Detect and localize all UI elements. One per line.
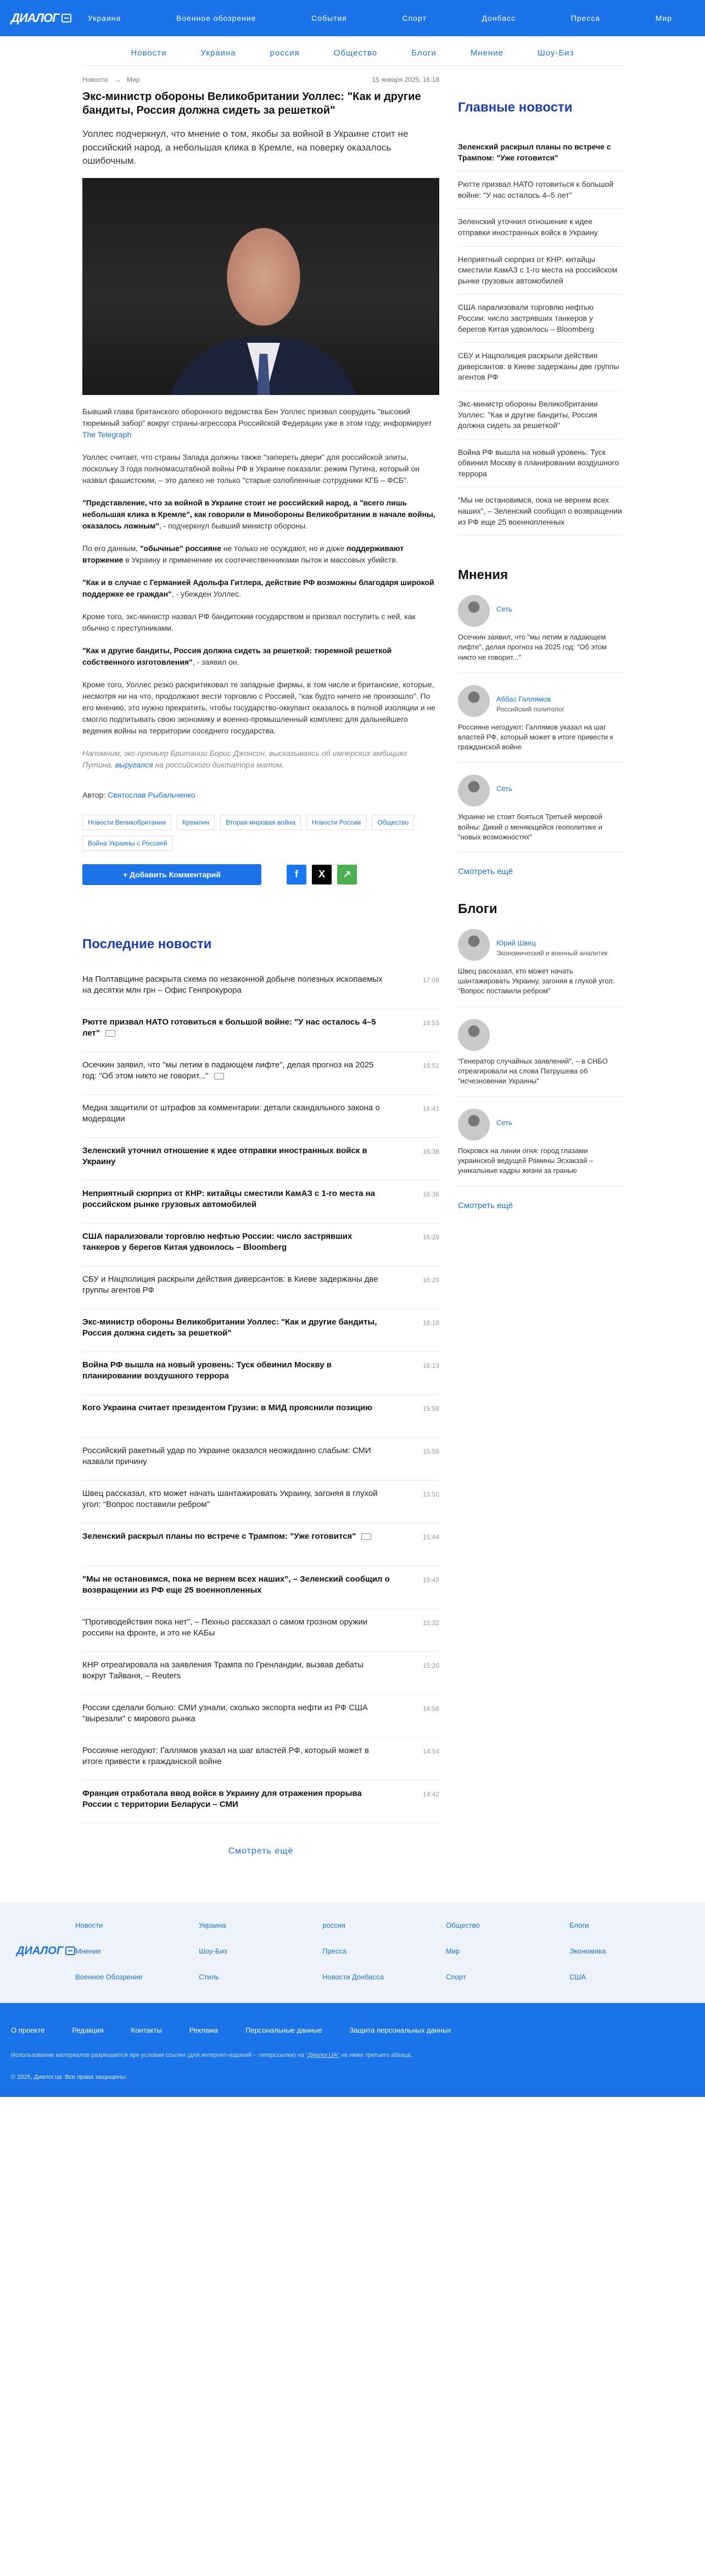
- latest-news-time: 15:56: [422, 1447, 439, 1455]
- nav-item-donbass[interactable]: Донбасс: [482, 14, 516, 23]
- article-paragraph: Кроме того, Уоллес резко раскритиковал те западные фирмы, в том числе и британские, которые, несмотря ни на что, продолжают вести торговлю с Россией, "как будто ничего не произошло". По его мнению, это нужно прекратить, чтобы государство-оккупант оказалось в полной изоляции и не смогло подпитывать свою экономику и военно-промышленный комплекс для дальнейшего ведения войны на территории соседнего государства.: [82, 680, 436, 735]
- add-comment-button[interactable]: + Добавить Комментарий: [82, 864, 261, 885]
- latest-news-title[interactable]: [82, 1274, 390, 1297]
- main-news-list: [458, 134, 623, 536]
- latest-news-title[interactable]: [82, 1445, 390, 1468]
- share-icon[interactable]: ↗: [337, 865, 357, 884]
- latest-news-title[interactable]: [82, 1103, 390, 1125]
- footer-link[interactable]: Мир: [446, 1946, 460, 1955]
- latest-news-title-text: Осечкин заявил, что "мы летим в падающем лифте", делая прогноз на 2025 год: "Об этом никто не говорит...": [82, 1060, 374, 1081]
- divider: [458, 1006, 623, 1007]
- latest-news-title[interactable]: [82, 1703, 390, 1725]
- article-title: Экс-министр обороны Великобритании Уоллес: "Как и другие бандиты, Россия должна сидеть за решеткой": [82, 91, 421, 116]
- latest-more-link[interactable]: Смотреть ещё: [228, 1846, 294, 1856]
- blog-text[interactable]: "Генератор случайных заявлений", – в СНБО отреагировали на слова Патрушева об "исчезновении Украины": [458, 1056, 608, 1085]
- tag-item[interactable]: Новости России: [306, 815, 366, 830]
- latest-news-title-text: На Полтавщине раскрыта схема по незаконной добыче полезных ископаемых на десятки млн грн – Офис Генпрокурора: [82, 974, 383, 995]
- subnav-item-showbiz[interactable]: Шоу-Биз: [538, 48, 574, 58]
- latest-news-time: 14:58: [422, 1704, 439, 1712]
- site-logo[interactable]: [11, 11, 88, 25]
- latest-news-time: 16:38: [422, 1147, 439, 1155]
- sub-nav: [82, 36, 623, 66]
- tag-item[interactable]: Общество: [372, 815, 414, 830]
- main-nav: [88, 14, 694, 23]
- main-news-item[interactable]: Зеленский раскрыл планы по встрече с Трампом: "Уже готовится": [458, 134, 623, 171]
- article-note: [82, 748, 439, 771]
- latest-news-title-text: КНР отреагировала на заявления Трампа по Гренландии, вызвав дебаты вокруг Тайваня, – Reuters: [82, 1660, 364, 1681]
- latest-news-item[interactable]: [82, 1138, 439, 1181]
- footer-link[interactable]: Спорт: [446, 1972, 466, 1981]
- sidebar: [458, 66, 623, 1856]
- latest-news-list: [82, 966, 439, 1823]
- blogs-list: [458, 929, 623, 1187]
- latest-news-item[interactable]: [82, 1095, 439, 1138]
- opinion-item: [458, 595, 623, 673]
- subnav-item-ukraine[interactable]: Украина: [200, 48, 236, 58]
- note-text: не ниже третьего абзаца.: [339, 2051, 412, 2058]
- note-link[interactable]: выругался: [115, 760, 153, 769]
- divider: [458, 672, 623, 673]
- latest-news-title-text: Зеленский уточнил отношение к идее отправки иностранных войск в Украину: [82, 1145, 367, 1167]
- opinion-meta: [496, 775, 512, 793]
- footer-link[interactable]: Новости: [75, 1921, 103, 1929]
- latest-news-title-text: Зеленский раскрыл планы по встрече с Трампом: "Уже готовится": [82, 1531, 356, 1541]
- avatar: [458, 595, 490, 627]
- opinions-more-link[interactable]: Смотреть ещё: [458, 866, 513, 876]
- breadcrumb-news[interactable]: Новости: [82, 76, 108, 84]
- footer-bottom-links: [11, 2026, 694, 2034]
- blogs-more-link[interactable]: Смотреть ещё: [458, 1200, 513, 1210]
- footer-links: [75, 1921, 693, 1981]
- latest-news-item[interactable]: [82, 1352, 439, 1395]
- paragraph-text: , - убежден Уоллес.: [171, 589, 242, 598]
- main-news-item[interactable]: Война РФ вышла на новый уровень: Туск обвинил Москву в планировании воздушного террора: [458, 439, 623, 488]
- author-label: Автор:: [82, 790, 108, 799]
- logo-text: ДИАЛОГ: [11, 11, 59, 25]
- latest-news-title[interactable]: [82, 1317, 390, 1339]
- paragraph-text: Бывший глава британского оборонного ведомства Бен Уоллес призвал соорудить "высокий тюремный забор" вокруг страны-агрессора Российской Федерации уже в этом году, информирует: [82, 407, 432, 427]
- x-twitter-icon[interactable]: X: [312, 865, 332, 884]
- latest-news-item[interactable]: [82, 1523, 439, 1566]
- footer-logo[interactable]: [16, 1921, 75, 1981]
- avatar: [458, 929, 490, 961]
- nav-item-press[interactable]: Пресса: [570, 14, 601, 23]
- latest-news-item[interactable]: [82, 1481, 439, 1523]
- paragraph-text: в Украину и применение их соотечественниками пыток и массовых убийств.: [123, 555, 398, 564]
- quote-bold: "Как и в случае с Германией Адольфа Гитлера, действие РФ возможны благодаря широкой поддержке ее граждан": [82, 577, 434, 598]
- footer-copyright-note: [11, 2052, 694, 2058]
- latest-news-heading: Последние новости: [82, 936, 212, 952]
- note-text: на российского диктатора матом.: [153, 760, 284, 769]
- footer-logo-text: ДИАЛОГ: [16, 1944, 64, 1957]
- main-news-item[interactable]: СБУ и Нацполиция раскрыли действия диверсантов: в Киеве задержаны две группы агентов РФ: [458, 343, 623, 391]
- footer-bottom-link[interactable]: Контакты: [131, 2026, 162, 2034]
- avatar: [458, 685, 490, 717]
- article-paragraph: Кроме того, экс-министр назвал РФ бандитским государством и призвал поступить с ней, как обычно с преступниками.: [82, 611, 416, 632]
- latest-news-title[interactable]: [82, 1531, 390, 1542]
- share-buttons: [287, 865, 357, 884]
- tag-list: [82, 815, 439, 851]
- avatar: [458, 775, 490, 806]
- latest-news-time: 14:54: [422, 1747, 439, 1755]
- latest-news-title[interactable]: [82, 1617, 390, 1639]
- avatar: [458, 1109, 490, 1140]
- opinions-heading: Мнения: [458, 568, 508, 583]
- footer: [0, 1902, 705, 2097]
- latest-news-title[interactable]: [82, 1745, 390, 1768]
- main-news-heading: Главные новости: [458, 100, 573, 115]
- latest-news-item[interactable]: [82, 1438, 439, 1481]
- latest-news-time: 15:42: [422, 1576, 439, 1584]
- article-body: [82, 406, 439, 771]
- nav-item-world[interactable]: Мир: [655, 14, 672, 23]
- footer-site-link[interactable]: "Диалог.UA": [306, 2051, 340, 2058]
- subnav-item-society[interactable]: Общество: [333, 48, 378, 58]
- blog-meta: [496, 1109, 512, 1127]
- latest-news-time: 15:50: [422, 1490, 439, 1498]
- emphasis-bold: поддерживают вторжение: [82, 543, 404, 564]
- tag-item[interactable]: Война Украины с Россией: [82, 836, 173, 851]
- footer-link[interactable]: Военное Обозрение: [75, 1972, 143, 1981]
- latest-news-time: 15:32: [422, 1618, 439, 1627]
- latest-news-item[interactable]: [82, 1609, 439, 1652]
- blog-item: [458, 1109, 623, 1187]
- opinion-item: [458, 685, 623, 763]
- latest-news-item[interactable]: [82, 1009, 439, 1052]
- note-text: Использование материалов разрешается при условии ссылки (для интернет-изданий – гиперссылки) на: [11, 2051, 306, 2058]
- latest-news-item[interactable]: [82, 966, 439, 1009]
- latest-news-title[interactable]: [82, 1017, 390, 1039]
- main-news-item[interactable]: Рютте призвал НАТО готовиться к большой войне: "У нас осталось 4–5 лет": [458, 171, 623, 209]
- nav-item-events[interactable]: События: [311, 14, 347, 23]
- article-meta: [82, 76, 439, 84]
- breadcrumb-arrow-icon: →: [114, 76, 121, 84]
- latest-news-title[interactable]: [82, 1488, 390, 1511]
- comment-icon: [214, 1073, 224, 1080]
- latest-news-item[interactable]: [82, 1566, 439, 1609]
- article-lead: Уоллес подчеркнул, что мнение о том, якобы за войной в Украине стоит не российский народ, а небольшая клика в Кремле, на поверку оказалось ошибочным.: [82, 129, 409, 166]
- footer-bottom-link[interactable]: Реклама: [189, 2026, 218, 2034]
- opinion-role: Российский политолог: [496, 705, 565, 713]
- blog-item: [458, 929, 623, 1007]
- article-paragraph: Уоллес считает, что страны Запада должны также "запереть двери" для российской элиты, поскольку 3 года полномасштабной войны РФ в Украине показали: режим Путина, который он назвал фашистским, – это далеко не только "старые озлобленные сотрудники КГБ – ФСБ".: [82, 452, 420, 485]
- latest-news-time: 17:08: [422, 976, 439, 984]
- latest-news-item[interactable]: [82, 1309, 439, 1352]
- latest-news-title-text: Швец рассказал, кто может начать шантажировать Украину, загоняя в глухой угол: "Вопрос поставили ребром": [82, 1488, 378, 1510]
- opinion-text[interactable]: Россияне негодуют: Галлямов указал на шаг властей РФ, который может в итоге привести к гражданской войне: [458, 722, 613, 752]
- emphasis-bold: "обычные" россияне: [139, 543, 222, 553]
- breadcrumb: [82, 76, 144, 84]
- latest-news-title-text: Война РФ вышла на новый уровень: Туск обвинил Москву в планировании воздушного террора: [82, 1360, 332, 1381]
- quote-bold: "Представление, что за войной в Украине стоит не российский народ, а "всего лишь небольшая клика в Кремле", как говорили в Минобороны Великобритании в начале войны, оказалось ложным": [82, 498, 435, 530]
- main-column: [82, 66, 439, 1856]
- latest-news-title[interactable]: [82, 1403, 390, 1414]
- latest-news-item[interactable]: [82, 1223, 439, 1266]
- page-content: [0, 66, 705, 1856]
- opinion-author[interactable]: Сеть: [496, 605, 512, 614]
- latest-news-title-text: США парализовали торговлю нефтью России: число застрявших танкеров у берегов Китая удвоилось – Bloomberg: [82, 1231, 352, 1253]
- latest-news-item[interactable]: [82, 1781, 439, 1823]
- breadcrumb-world[interactable]: Мир: [127, 76, 140, 84]
- latest-news-title[interactable]: [82, 1360, 390, 1382]
- latest-news-time: 16:51: [422, 1061, 439, 1070]
- latest-news-title-text: "Противодействия пока нет", – Пехньо рассказал о самом грозном оружии россиян на фронте, и это не КАБы: [82, 1617, 368, 1638]
- avatar: [458, 1019, 490, 1051]
- latest-news-item[interactable]: [82, 1652, 439, 1695]
- opinion-text[interactable]: Осечкин заявил, что "мы летим в падающем лифте", делая прогноз на 2025 год: "Об этом никто не говорит...": [458, 633, 607, 661]
- blog-author[interactable]: Юрий Швец: [496, 938, 536, 947]
- top-bar: [0, 0, 705, 36]
- latest-news-title-text: Экс-министр обороны Великобритании Уоллес: "Как и другие бандиты, Россия должна сидеть за решеткой": [82, 1317, 377, 1338]
- blog-role: Экономический и военный аналитик: [496, 949, 608, 957]
- footer-link[interactable]: Шоу-Биз: [199, 1946, 227, 1955]
- footer-link[interactable]: россия: [322, 1921, 345, 1929]
- tag-item[interactable]: Кремлин: [177, 815, 215, 830]
- latest-news-time: 15:44: [422, 1533, 439, 1541]
- latest-news-item[interactable]: [82, 1181, 439, 1223]
- paragraph-text: По его данным,: [82, 543, 140, 553]
- subnav-item-news[interactable]: Новости: [131, 48, 167, 58]
- opinion-header: [458, 685, 623, 717]
- article-paragraph: [82, 497, 439, 532]
- latest-news-title-text: России сделали больно: СМИ узнали, сколько экспорта нефти из РФ США "вырезали" с мирового рынка: [82, 1703, 368, 1724]
- nav-item-ukraine[interactable]: Украина: [88, 14, 121, 23]
- latest-news-title[interactable]: [82, 1145, 390, 1168]
- footer-link[interactable]: Экономика: [569, 1946, 606, 1955]
- latest-news-title[interactable]: [82, 1574, 390, 1596]
- logo-icon: [61, 14, 71, 23]
- latest-news-title[interactable]: [82, 1788, 390, 1811]
- opinion-meta: [496, 595, 512, 613]
- blog-text[interactable]: Покровск на линии огня: город глазами украинской ведущей Рамины Эсхакзай – уникальные кадры жизни за гранью: [458, 1147, 594, 1175]
- latest-news-item[interactable]: [82, 1695, 439, 1738]
- nav-item-military[interactable]: Военное обозрение: [176, 14, 256, 23]
- article-photo: [82, 178, 439, 395]
- blog-text[interactable]: Швец рассказал, кто может начать шантажировать Украину, загоняя в глухой угол: "Вопрос поставили ребром": [458, 966, 615, 995]
- latest-news-time: 16:36: [422, 1190, 439, 1198]
- paragraph-text: , - подчеркнул бывший министр обороны.: [159, 521, 308, 530]
- subnav-item-blogs[interactable]: Блоги: [411, 48, 437, 58]
- latest-news-title-text: "Мы не остановимся, пока не вернем всех наших", – Зеленский сообщил о возвращении из РФ еще 25 военнопленных: [82, 1574, 390, 1595]
- quote-bold: "Как и другие бандиты, Россия должна сидеть за решеткой: тюремной решеткой собственного изготовления": [82, 646, 392, 666]
- footer-link[interactable]: Мнение: [75, 1946, 102, 1955]
- latest-news-time: 16:41: [422, 1104, 439, 1112]
- article-paragraph: [82, 577, 439, 600]
- article-date: 15 января 2025, 16:18: [372, 76, 439, 84]
- footer-link[interactable]: Стиль: [199, 1972, 220, 1981]
- opinion-meta: [496, 685, 564, 714]
- latest-news-title-text: Медиа защитили от штрафов за комментарии: детали скандального закона о модерации: [82, 1103, 380, 1124]
- latest-news-title-text: Франция отработала ввод войск в Украину для отражения прорыва России с территории Беларуси – СМИ: [82, 1788, 362, 1810]
- facebook-icon[interactable]: f: [287, 865, 306, 884]
- latest-news-time: 15:58: [422, 1404, 439, 1412]
- latest-news-title[interactable]: [82, 1188, 390, 1211]
- footer-copyright: © 2025, Диалог.ua. Все права защищены.: [11, 2073, 127, 2080]
- article-paragraph: [82, 645, 439, 668]
- footer-link[interactable]: США: [569, 1972, 586, 1981]
- footer-logo-icon: [65, 1946, 75, 1955]
- blog-author[interactable]: Сеть: [496, 1119, 512, 1127]
- paragraph-text: не только не осуждают, но и даже: [221, 543, 347, 553]
- latest-news-title-text: Неприятный сюрприз от КНР: китайцы сместили КамАЗ с 1-го места на российском рынке грузовых автомобилей: [82, 1188, 376, 1210]
- latest-news-title-text: СБУ и Нацполиция раскрыли действия диверсантов: в Киеве задержаны две группы агентов РФ: [82, 1274, 378, 1295]
- blog-header: [458, 1109, 623, 1140]
- blog-item: [458, 1019, 623, 1097]
- latest-news-time: 16:20: [422, 1276, 439, 1284]
- comment-icon: [361, 1533, 371, 1540]
- nav-item-sport[interactable]: Спорт: [402, 14, 427, 23]
- article-paragraph: [82, 406, 439, 441]
- blog-header: [458, 929, 623, 961]
- opinions-list: [458, 595, 623, 853]
- footer-link[interactable]: Общество: [446, 1921, 480, 1929]
- divider: [458, 1186, 623, 1187]
- latest-news-time: 16:13: [422, 1361, 439, 1370]
- main-news-item[interactable]: США парализовали торговлю нефтью России: число застрявших танкеров у берегов Китая удвоилось – Bloomberg: [458, 294, 623, 343]
- opinion-item: [458, 775, 623, 853]
- latest-news-time: 16:18: [422, 1318, 439, 1327]
- latest-news-title-text: Россияне негодуют: Галлямов указал на шаг властей РФ, который может в итоге привести к гражданской войне: [82, 1745, 369, 1767]
- divider: [458, 762, 623, 763]
- main-news-item[interactable]: Зеленский уточнил отношение к идее отправки иностранных войск в Украину: [458, 209, 623, 246]
- tag-item[interactable]: Новости Великобритании: [82, 815, 171, 830]
- opinion-author[interactable]: Сеть: [496, 785, 512, 793]
- source-link[interactable]: The Telegraph: [82, 430, 132, 439]
- latest-news-title[interactable]: [82, 1060, 390, 1082]
- latest-news-title[interactable]: [82, 1231, 390, 1254]
- article-paragraph: [82, 543, 439, 566]
- article-actions: [82, 864, 439, 885]
- divider: [458, 852, 623, 853]
- opinion-author[interactable]: Аббас Галлямов: [496, 694, 551, 703]
- main-news-item[interactable]: "Мы не остановимся, пока не вернем всех наших", – Зеленский сообщил о возвращении из РФ еще 25 военнопленных: [458, 487, 623, 536]
- main-news-item[interactable]: Экс-министр обороны Великобритании Уоллес: "Как и другие бандиты, Россия должна сидеть за решеткой": [458, 391, 623, 439]
- footer-bottom: [0, 2003, 705, 2097]
- footer-bottom-link[interactable]: Защита персональных данных: [349, 2026, 451, 2034]
- divider: [458, 1096, 623, 1097]
- latest-news-time: 15:20: [422, 1661, 439, 1670]
- blogs-heading: Блоги: [458, 901, 497, 916]
- author-link[interactable]: Святослав Рыбальченко: [108, 790, 195, 799]
- footer-bottom-link[interactable]: О проекте: [11, 2026, 45, 2034]
- note-text: Напомним, экс-премьер Британии Борис Джонсон, высказываясь об имперских амбициях Путина,: [82, 748, 407, 769]
- subnav-item-russia[interactable]: россия: [270, 48, 300, 58]
- opinion-header: [458, 595, 623, 627]
- latest-news-item[interactable]: [82, 1738, 439, 1781]
- latest-news-title-text: Кого Украина считает президентом Грузии: в МИД прояснили позицию: [82, 1403, 373, 1412]
- footer-link[interactable]: Пресса: [322, 1946, 347, 1955]
- latest-news-item[interactable]: [82, 1052, 439, 1095]
- latest-news-time: 16:53: [422, 1019, 439, 1027]
- footer-bottom-link[interactable]: Персональные данные: [245, 2026, 322, 2034]
- footer-top: [0, 1902, 705, 2003]
- blog-meta: [496, 929, 608, 958]
- footer-link[interactable]: Блоги: [569, 1921, 589, 1929]
- tag-item[interactable]: Вторая мировая война: [220, 815, 301, 830]
- opinion-header: [458, 775, 623, 806]
- footer-bottom-link[interactable]: Редакция: [72, 2026, 104, 2034]
- latest-news-time: 14:42: [422, 1790, 439, 1798]
- blog-header: [458, 1019, 623, 1051]
- comment-icon: [105, 1030, 115, 1037]
- paragraph-text: , - заявил он.: [192, 657, 239, 666]
- subnav-item-opinion[interactable]: Мнение: [470, 48, 504, 58]
- latest-news-title-text: Рютте призвал НАТО готовиться к большой войне: "У нас осталось 4–5 лет": [82, 1017, 376, 1038]
- article-author: [82, 791, 439, 799]
- opinion-text[interactable]: Украине не стоит бояться Третьей мировой войны: Дикий о меняющейся геополитике и "новых возможностях": [458, 813, 603, 841]
- latest-news-time: 16:29: [422, 1233, 439, 1241]
- latest-news-title[interactable]: [82, 974, 390, 997]
- latest-news-item[interactable]: [82, 1266, 439, 1309]
- latest-news-item[interactable]: [82, 1395, 439, 1438]
- latest-news-title[interactable]: [82, 1660, 390, 1682]
- footer-link[interactable]: Украина: [199, 1921, 226, 1929]
- latest-news-title-text: Российский ракетный удар по Украине оказался неожиданно слабым: СМИ назвали причину: [82, 1445, 371, 1467]
- main-news-item[interactable]: Неприятный сюрприз от КНР: китайцы сместили КамАЗ с 1-го места на российском рынке грузовых автомобилей: [458, 247, 623, 295]
- footer-link[interactable]: Новости Донбасса: [322, 1972, 384, 1981]
